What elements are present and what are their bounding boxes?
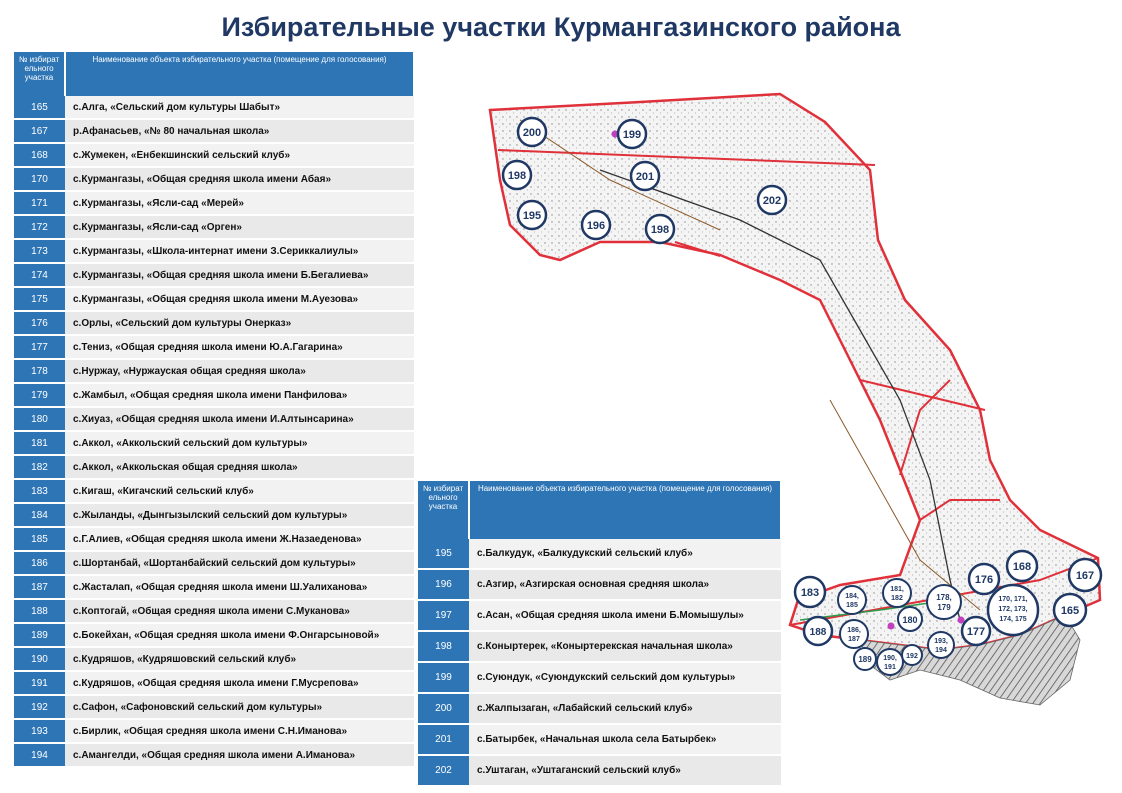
station-name: с.Курмангазы, «Ясли-сад «Мерей» [65, 191, 414, 215]
station-number: 179 [14, 383, 65, 407]
table-row [14, 263, 414, 287]
station-number: 170 [14, 167, 65, 191]
station-number: 176 [14, 311, 65, 335]
station-name: с.Суюндук, «Суюндукский сельский дом культуры» [469, 662, 781, 693]
station-name: с.Бирлик, «Общая средняя школа имени С.Н.Иманова» [65, 719, 414, 743]
table-row [14, 143, 414, 167]
svg-text:196: 196 [586, 220, 606, 232]
table-row [14, 455, 414, 479]
station-name: с.Коптогай, «Общая средняя школа имени С.Муканова» [65, 599, 414, 623]
svg-text:189: 189 [858, 655, 872, 664]
marker-200[interactable] [518, 118, 546, 146]
table-row [14, 359, 414, 383]
station-name: с.Хиуаз, «Общая средняя школа имени И.Алтынсарина» [65, 407, 414, 431]
station-number: 188 [14, 599, 65, 623]
svg-text:181,: 181, [890, 586, 904, 593]
table-row [14, 287, 414, 311]
marker-198[interactable] [503, 161, 531, 189]
marker-168[interactable] [1007, 551, 1037, 581]
station-name: с.Аккол, «Аккольская общая средняя школа» [65, 455, 414, 479]
svg-text:167: 167 [1075, 570, 1095, 582]
station-name: с.Курмангазы, «Общая средняя школа имени Б.Бегалиева» [65, 263, 414, 287]
station-name: с.Бокейхан, «Общая средняя школа имени Ф.Онгарсыновой» [65, 623, 414, 647]
marker-183[interactable] [795, 577, 825, 607]
marker-180[interactable] [898, 607, 922, 631]
station-name: с.Жасталап, «Общая средняя школа имени Ш.Уалиханова» [65, 575, 414, 599]
table-row [14, 335, 414, 359]
marker-176[interactable] [969, 564, 999, 594]
location-dot [888, 623, 895, 630]
table-row [14, 479, 414, 503]
station-name: с.Коныртерек, «Коныртерекская начальная школа» [469, 631, 781, 662]
station-name: с.Амангелди, «Общая средняя школа имени А.Иманова» [65, 743, 414, 767]
table-row [14, 743, 414, 767]
svg-text:177: 177 [966, 626, 986, 638]
table-row [14, 527, 414, 551]
col-name-header: Наименование объекта избирательного участка (помещение для голосования) [469, 481, 781, 539]
station-name: с.Жамбыл, «Общая средняя школа имени Панфилова» [65, 383, 414, 407]
station-number: 186 [14, 551, 65, 575]
svg-text:198: 198 [507, 170, 527, 182]
station-name: с.Кигаш, «Кигачский сельский клуб» [65, 479, 414, 503]
svg-text:178,: 178, [936, 593, 952, 602]
station-name: с.Алга, «Сельский дом культуры Шабыт» [65, 96, 414, 119]
station-number: 182 [14, 455, 65, 479]
svg-text:176: 176 [974, 574, 994, 586]
station-number: 194 [14, 743, 65, 767]
svg-text:201: 201 [635, 171, 655, 183]
col-name-header: Наименование объекта избирательного участка (помещение для голосования) [65, 52, 414, 96]
svg-text:165: 165 [1060, 605, 1080, 617]
station-name: с.Жумекен, «Енбекшинский сельский клуб» [65, 143, 414, 167]
station-number: 187 [14, 575, 65, 599]
station-number: 175 [14, 287, 65, 311]
station-number: 184 [14, 503, 65, 527]
svg-text:193,: 193, [934, 638, 948, 645]
station-name: с.Уштаган, «Уштаганский сельский клуб» [469, 755, 781, 786]
station-number: 168 [14, 143, 65, 167]
station-number: 173 [14, 239, 65, 263]
svg-text:198: 198 [650, 224, 670, 236]
col-number-header: № избират ельного участка [418, 481, 469, 539]
table-row [14, 167, 414, 191]
station-name: с.Аккол, «Аккольский сельский дом культуры» [65, 431, 414, 455]
svg-text:183: 183 [800, 587, 820, 599]
station-number: 200 [418, 693, 469, 724]
marker-199[interactable] [618, 120, 646, 148]
station-name: с.Шортанбай, «Шортанбайский сельский дом культуры» [65, 551, 414, 575]
station-number: 181 [14, 431, 65, 455]
svg-text:190,: 190, [883, 655, 897, 662]
station-name: с.Курмангазы, «Школа-интернат имени З.Сериккалиулы» [65, 239, 414, 263]
table-row [14, 383, 414, 407]
svg-text:192: 192 [906, 653, 918, 660]
station-name: с.Г.Алиев, «Общая средняя школа имени Ж.Назаеденова» [65, 527, 414, 551]
station-number: 195 [418, 539, 469, 569]
station-number: 185 [14, 527, 65, 551]
marker-165[interactable] [1054, 594, 1086, 626]
svg-text:188: 188 [809, 627, 827, 638]
station-name: с.Асан, «Общая средняя школа имени Б.Момышулы» [469, 600, 781, 631]
station-number: 197 [418, 600, 469, 631]
svg-text:174, 175: 174, 175 [999, 616, 1027, 623]
table-row [14, 215, 414, 239]
table-row [14, 599, 414, 623]
station-name: с.Сафон, «Сафоновский сельский дом культуры» [65, 695, 414, 719]
table-row [14, 311, 414, 335]
table-row [14, 575, 414, 599]
station-name: с.Жалпызаган, «Лабайский сельский клуб» [469, 693, 781, 724]
table-row [14, 407, 414, 431]
svg-text:195: 195 [522, 210, 542, 222]
table-row [14, 239, 414, 263]
svg-text:179: 179 [937, 603, 951, 612]
marker-167[interactable] [1069, 559, 1101, 591]
svg-text:202: 202 [762, 195, 782, 207]
station-number: 199 [418, 662, 469, 693]
station-number: 174 [14, 263, 65, 287]
station-name: с.Кудряшов, «Общая средняя школа имени Г.Мусрепова» [65, 671, 414, 695]
station-number: 167 [14, 119, 65, 143]
marker-201[interactable] [631, 162, 659, 190]
station-number: 192 [14, 695, 65, 719]
svg-text:199: 199 [622, 129, 642, 141]
station-number: 172 [14, 215, 65, 239]
marker-192[interactable] [902, 645, 922, 665]
table-row [14, 191, 414, 215]
marker-178-179[interactable] [927, 585, 961, 619]
table-row [418, 724, 781, 755]
marker-170-175[interactable] [988, 585, 1038, 635]
station-name: с.Батырбек, «Начальная школа села Батырбек» [469, 724, 781, 755]
station-number: 201 [418, 724, 469, 755]
station-name: р.Афанасьев, «№ 80 начальная школа» [65, 119, 414, 143]
marker-177[interactable] [962, 617, 990, 645]
station-number: 190 [14, 647, 65, 671]
table-row [14, 695, 414, 719]
station-number: 196 [418, 569, 469, 600]
station-number: 171 [14, 191, 65, 215]
marker-198-second[interactable] [646, 215, 674, 243]
station-name: с.Курмангазы, «Ясли-сад «Орген» [65, 215, 414, 239]
marker-195[interactable] [518, 201, 546, 229]
table-row [14, 96, 414, 119]
table-row [14, 671, 414, 695]
svg-text:182: 182 [891, 595, 903, 602]
station-name: с.Балкудук, «Балкудукский сельский клуб» [469, 539, 781, 569]
station-number: 183 [14, 479, 65, 503]
marker-202[interactable] [758, 186, 786, 214]
table-row [14, 623, 414, 647]
svg-text:187: 187 [848, 636, 860, 643]
station-name: с.Жыланды, «Дынгызылский сельский дом культуры» [65, 503, 414, 527]
station-name: с.Азгир, «Азгирская основная средняя школа» [469, 569, 781, 600]
table-row [14, 503, 414, 527]
station-name: с.Курмангазы, «Общая средняя школа имени М.Ауезова» [65, 287, 414, 311]
svg-text:191: 191 [884, 664, 896, 671]
marker-181-182[interactable] [883, 579, 911, 607]
station-number: 198 [418, 631, 469, 662]
svg-text:172, 173,: 172, 173, [998, 606, 1028, 613]
svg-text:168: 168 [1012, 561, 1032, 573]
station-number: 178 [14, 359, 65, 383]
station-name: с.Орлы, «Сельский дом культуры Онерказ» [65, 311, 414, 335]
station-name: с.Кудряшов, «Кудряшовский сельский клуб» [65, 647, 414, 671]
station-number: 165 [14, 96, 65, 119]
table-row [14, 119, 414, 143]
marker-193-194[interactable] [928, 632, 954, 658]
station-number: 177 [14, 335, 65, 359]
station-number: 191 [14, 671, 65, 695]
marker-190-191[interactable] [877, 649, 903, 675]
marker-189[interactable] [854, 648, 876, 670]
station-number: 189 [14, 623, 65, 647]
marker-196[interactable] [582, 211, 610, 239]
station-name: с.Тениз, «Общая средняя школа имени Ю.А.Гагарина» [65, 335, 414, 359]
svg-text:170, 171,: 170, 171, [998, 596, 1028, 603]
page-title: Избирательные участки Курмангазинского района [221, 12, 901, 42]
station-number: 202 [418, 755, 469, 786]
svg-text:194: 194 [935, 647, 947, 654]
svg-text:180: 180 [902, 615, 918, 625]
table-row [14, 551, 414, 575]
polling-stations-table-left [14, 52, 415, 768]
col-number-header: № избират ельного участка [14, 52, 65, 96]
marker-188[interactable] [804, 617, 832, 645]
marker-186-187[interactable] [840, 620, 868, 648]
station-number: 180 [14, 407, 65, 431]
table-row [14, 719, 414, 743]
marker-184-185[interactable] [838, 586, 866, 614]
table-row [14, 647, 414, 671]
svg-text:184,: 184, [845, 593, 859, 600]
svg-text:185: 185 [846, 602, 858, 609]
district-map [480, 80, 1120, 710]
station-name: с.Нуржау, «Нуржауская общая средняя школа» [65, 359, 414, 383]
station-number: 193 [14, 719, 65, 743]
table-row [418, 755, 781, 786]
table-row [14, 431, 414, 455]
svg-text:186,: 186, [847, 627, 861, 634]
station-name: с.Курмангазы, «Общая средняя школа имени Абая» [65, 167, 414, 191]
svg-text:200: 200 [522, 127, 542, 139]
